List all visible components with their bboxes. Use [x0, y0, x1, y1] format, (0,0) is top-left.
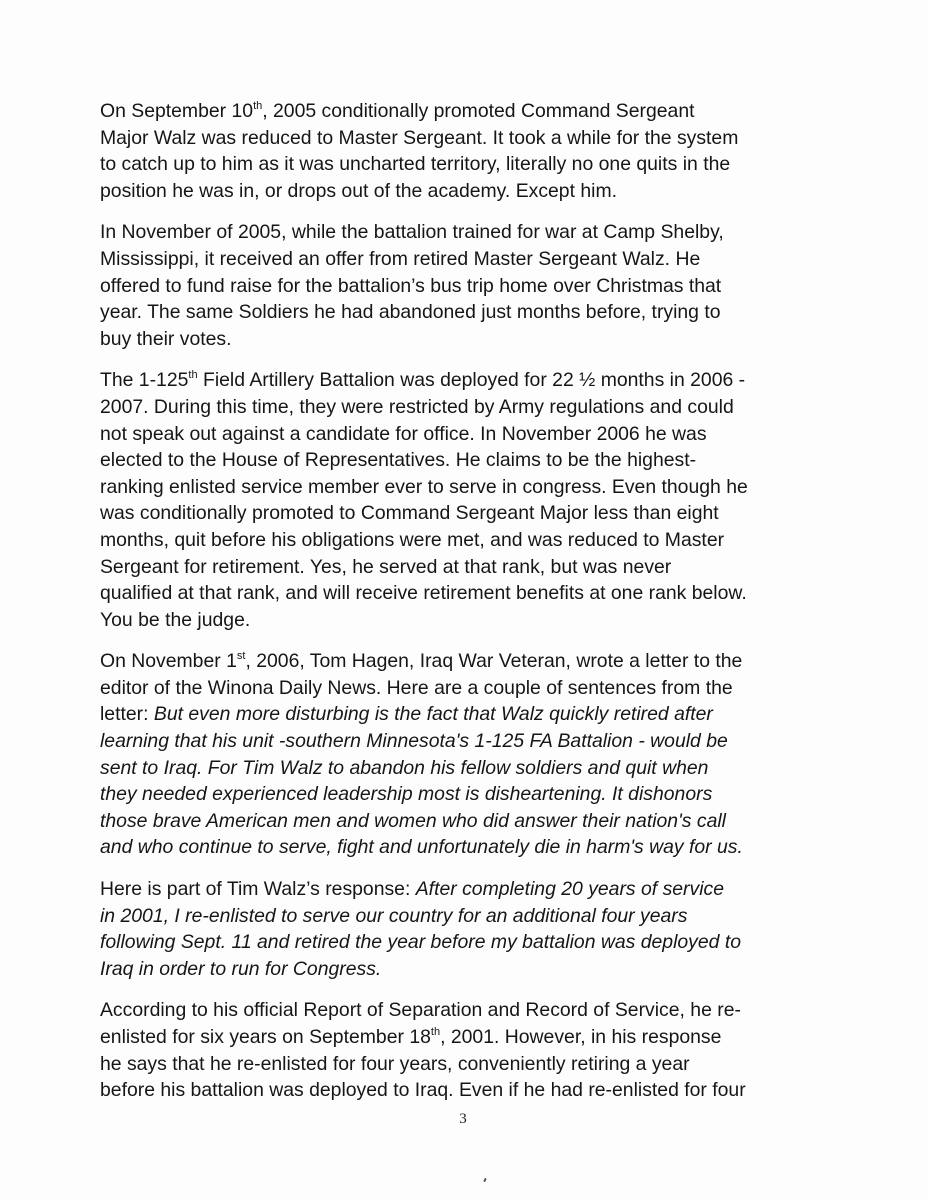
text-segment: was conditionally promoted to Command Sergeant Major less than eight: [100, 502, 719, 525]
text-line: [100, 394, 832, 421]
text-line: [100, 246, 832, 273]
text-line: [100, 956, 832, 983]
text-line: [100, 1024, 832, 1051]
text-line: [100, 701, 832, 728]
text-segment: learning that his unit -southern Minnesota's 1-125 FA Battalion - would be: [100, 730, 728, 753]
text-segment: year. The same Soldiers he had abandoned just months before, trying to: [100, 301, 721, 324]
text-line: [100, 98, 832, 125]
text-line: [100, 1051, 832, 1078]
text-segment: position he was in, or drops out of the academy. Except him.: [100, 179, 617, 202]
text-segment: According to his official Report of Separation and Record of Service, he re-: [100, 999, 741, 1022]
text-line: [100, 929, 832, 956]
text-segment: offered to fund raise for the battalion’s bus trip home over Christmas that: [100, 274, 722, 297]
text-segment: ranking enlisted service member ever to serve in congress. Even though he: [100, 475, 748, 498]
text-segment: buy their votes.: [100, 327, 232, 350]
text-segment: they needed experienced leadership most is disheartening. It dishonors: [100, 783, 713, 806]
ordinal-suffix: st: [236, 650, 246, 663]
text-line: [100, 755, 832, 782]
text-segment: elected to the House of Representatives. He claims to be the highest-: [100, 449, 697, 472]
text-segment: , 2001. However, in his response: [440, 1026, 722, 1048]
scan-speck: [483, 1178, 487, 1182]
text-segment: On September 10: [100, 100, 254, 122]
text-segment: Iraq in order to run for Congress.: [100, 957, 382, 980]
text-segment: Major Walz was reduced to Master Sergeant. It took a while for the system: [100, 126, 739, 149]
text-segment: qualified at that rank, and will receive retirement benefits at one rank below.: [100, 582, 747, 605]
text-line: [100, 876, 832, 903]
text-line: [100, 1077, 832, 1104]
text-line: [100, 675, 832, 702]
text-line: [100, 447, 832, 474]
text-line: [100, 421, 832, 448]
text-segment: not speak out against a candidate for office. In November 2006 he was: [100, 422, 707, 445]
text-line: [100, 997, 832, 1024]
text-segment: Field Artillery Battalion was deployed for 22 ½ months in 2006 -: [197, 369, 746, 392]
text-segment: , 2006, Tom Hagen, Iraq War Veteran, wrote a letter to the: [245, 650, 743, 673]
text-segment: Mississippi, it received an offer from retired Master Sergeant Walz. He: [100, 247, 701, 270]
text-line: [100, 474, 832, 501]
text-segment: in 2001, I re-enlisted to serve our country for an additional four years: [100, 904, 688, 927]
ordinal-suffix: th: [188, 369, 198, 382]
text-line: [100, 326, 832, 353]
ordinal-suffix: th: [253, 100, 263, 112]
text-line: [100, 219, 832, 246]
text-line: [100, 554, 832, 581]
text-line: [100, 607, 832, 634]
text-segment: , 2005 conditionally promoted Command Sergeant: [262, 100, 695, 122]
text-segment: You be the judge.: [100, 608, 251, 631]
text-segment: before his battalion was deployed to Iraq. Even if he had re-enlisted for four: [100, 1079, 746, 1102]
text-line: [100, 151, 832, 178]
text-segment: he says that he re-enlisted for four years, conveniently retiring a year: [100, 1052, 690, 1075]
text-line: [100, 834, 832, 861]
text-line: [100, 367, 832, 394]
text-segment: sent to Iraq. For Tim Walz to abandon his fellow soldiers and quit when: [100, 756, 709, 779]
text-segment: On November 1: [100, 650, 237, 673]
text-segment: letter:: [100, 703, 154, 726]
text-line: [100, 178, 832, 205]
text-line: [100, 580, 832, 607]
text-segment: The 1-125: [100, 369, 189, 392]
text-line: [100, 299, 832, 326]
text-segment: following Sept. 11 and retired the year before my battalion was deployed to: [100, 931, 741, 954]
text-segment: 2007. During this time, they were restricted by Army regulations and could: [100, 395, 734, 418]
paragraph: [100, 648, 832, 861]
document-body: [100, 98, 832, 1119]
text-segment: to catch up to him as it was uncharted territory, literally no one quits in the: [100, 153, 731, 176]
page-number: 3: [459, 1111, 467, 1127]
paragraph: [100, 367, 832, 633]
paragraph: [100, 98, 832, 204]
text-segment: editor of the Winona Daily News. Here are a couple of sentences from the: [100, 676, 733, 699]
text-line: [100, 903, 832, 930]
text-segment: enlisted for six years on September 18: [100, 1026, 431, 1048]
text-line: [100, 781, 832, 808]
quoted-text: After completing 20 years of service: [415, 878, 724, 901]
text-line: [100, 648, 832, 675]
text-segment: and who continue to serve, fight and unfortunately die in harm's way for us.: [100, 836, 743, 859]
text-line: [100, 500, 832, 527]
text-line: [100, 527, 832, 554]
ordinal-suffix: th: [430, 1026, 441, 1038]
paragraph: [100, 876, 832, 982]
paragraph: [100, 997, 832, 1103]
quoted-text: But even more disturbing is the fact that Walz quickly retired after: [153, 703, 713, 726]
text-segment: those brave American men and women who did answer their nation's call: [100, 809, 726, 832]
text-segment: Sergeant for retirement. Yes, he served at that rank, but was never: [100, 555, 672, 578]
text-line: [100, 808, 832, 835]
text-segment: Here is part of Tim Walz’s response:: [100, 878, 416, 901]
text-line: [100, 273, 832, 300]
text-segment: In November of 2005, while the battalion trained for war at Camp Shelby,: [100, 221, 724, 244]
paragraph: [100, 219, 832, 352]
text-line: [100, 728, 832, 755]
text-segment: months, quit before his obligations were met, and was reduced to Master: [100, 528, 725, 551]
text-line: [100, 125, 832, 152]
